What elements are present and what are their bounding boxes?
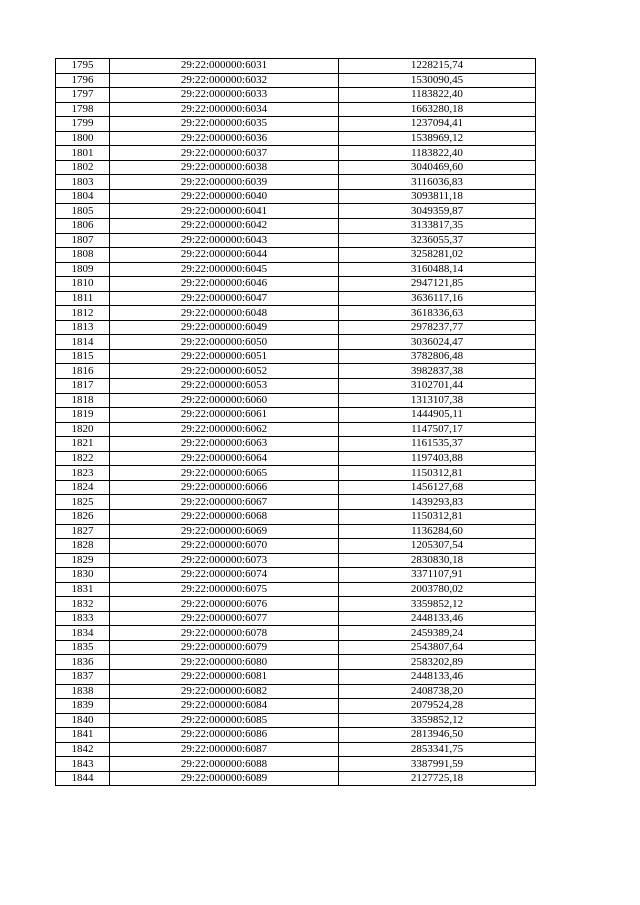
table-row — [56, 291, 536, 306]
cadastral-number-cell: 29:22:000000:6068 — [110, 509, 339, 524]
value-cell: 3258281,02 — [339, 248, 536, 263]
value-cell: 3093811,18 — [339, 189, 536, 204]
cadastral-number-cell: 29:22:000000:6045 — [110, 262, 339, 277]
row-number-cell: 1806 — [56, 219, 110, 234]
cadastral-number-cell: 29:22:000000:6089 — [110, 771, 339, 786]
cadastral-number-cell: 29:22:000000:6087 — [110, 742, 339, 757]
cadastral-number-cell: 29:22:000000:6069 — [110, 524, 339, 539]
value-cell: 3387991,59 — [339, 757, 536, 772]
row-number-cell: 1841 — [56, 728, 110, 743]
row-number-cell: 1809 — [56, 262, 110, 277]
value-cell: 2448133,46 — [339, 611, 536, 626]
value-cell: 1439293,83 — [339, 495, 536, 510]
cadastral-number-cell: 29:22:000000:6078 — [110, 626, 339, 641]
table-row — [56, 553, 536, 568]
row-number-cell: 1823 — [56, 466, 110, 481]
cadastral-number-cell: 29:22:000000:6033 — [110, 88, 339, 103]
value-cell: 1313107,38 — [339, 393, 536, 408]
value-cell: 1205307,54 — [339, 539, 536, 554]
value-cell: 3359852,12 — [339, 597, 536, 612]
table-row — [56, 117, 536, 132]
cadastral-number-cell: 29:22:000000:6046 — [110, 277, 339, 292]
row-number-cell: 1820 — [56, 422, 110, 437]
table-row — [56, 713, 536, 728]
row-number-cell: 1796 — [56, 73, 110, 88]
cadastral-number-cell: 29:22:000000:6080 — [110, 655, 339, 670]
row-number-cell: 1818 — [56, 393, 110, 408]
cadastral-number-cell: 29:22:000000:6043 — [110, 233, 339, 248]
value-cell: 1456127,68 — [339, 480, 536, 495]
value-cell: 3618336,63 — [339, 306, 536, 321]
value-cell: 1161535,37 — [339, 437, 536, 452]
row-number-cell: 1813 — [56, 320, 110, 335]
table-row — [56, 364, 536, 379]
row-number-cell: 1812 — [56, 306, 110, 321]
value-cell: 3236055,37 — [339, 233, 536, 248]
row-number-cell: 1840 — [56, 713, 110, 728]
table-row — [56, 699, 536, 714]
table-row — [56, 640, 536, 655]
value-cell: 3160488,14 — [339, 262, 536, 277]
table-row — [56, 233, 536, 248]
row-number-cell: 1835 — [56, 640, 110, 655]
value-cell: 1150312,81 — [339, 466, 536, 481]
table-row — [56, 524, 536, 539]
cadastral-number-cell: 29:22:000000:6076 — [110, 597, 339, 612]
cadastral-number-cell: 29:22:000000:6040 — [110, 189, 339, 204]
table-row — [56, 248, 536, 263]
table-row — [56, 73, 536, 88]
table-row — [56, 611, 536, 626]
table-row — [56, 466, 536, 481]
table-row — [56, 262, 536, 277]
cadastral-number-cell: 29:22:000000:6084 — [110, 699, 339, 714]
table-row — [56, 349, 536, 364]
table-body — [56, 59, 536, 786]
value-cell: 2003780,02 — [339, 582, 536, 597]
row-number-cell: 1827 — [56, 524, 110, 539]
table-row — [56, 393, 536, 408]
value-cell: 3359852,12 — [339, 713, 536, 728]
table-row — [56, 160, 536, 175]
cadastral-number-cell: 29:22:000000:6047 — [110, 291, 339, 306]
cadastral-number-cell: 29:22:000000:6081 — [110, 669, 339, 684]
value-cell: 3116036,83 — [339, 175, 536, 190]
row-number-cell: 1800 — [56, 131, 110, 146]
row-number-cell: 1797 — [56, 88, 110, 103]
cadastral-number-cell: 29:22:000000:6036 — [110, 131, 339, 146]
row-number-cell: 1837 — [56, 669, 110, 684]
table-row — [56, 379, 536, 394]
value-cell: 2079524,28 — [339, 699, 536, 714]
value-cell: 1183822,40 — [339, 146, 536, 161]
table-row — [56, 728, 536, 743]
row-number-cell: 1830 — [56, 568, 110, 583]
value-cell: 1538969,12 — [339, 131, 536, 146]
row-number-cell: 1795 — [56, 59, 110, 74]
table-row — [56, 742, 536, 757]
cadastral-number-cell: 29:22:000000:6051 — [110, 349, 339, 364]
value-cell: 1150312,81 — [339, 509, 536, 524]
row-number-cell: 1834 — [56, 626, 110, 641]
table-row — [56, 669, 536, 684]
row-number-cell: 1844 — [56, 771, 110, 786]
table-row — [56, 59, 536, 74]
row-number-cell: 1828 — [56, 539, 110, 554]
value-cell: 2459389,24 — [339, 626, 536, 641]
table-row — [56, 306, 536, 321]
row-number-cell: 1836 — [56, 655, 110, 670]
cadastral-number-cell: 29:22:000000:6034 — [110, 102, 339, 117]
table-row — [56, 102, 536, 117]
value-cell: 2408738,20 — [339, 684, 536, 699]
cadastral-number-cell: 29:22:000000:6035 — [110, 117, 339, 132]
row-number-cell: 1821 — [56, 437, 110, 452]
cadastral-number-cell: 29:22:000000:6074 — [110, 568, 339, 583]
value-cell: 3036024,47 — [339, 335, 536, 350]
table-row — [56, 451, 536, 466]
table-row — [56, 146, 536, 161]
value-cell: 2947121,85 — [339, 277, 536, 292]
cadastral-number-cell: 29:22:000000:6062 — [110, 422, 339, 437]
row-number-cell: 1833 — [56, 611, 110, 626]
table-row — [56, 539, 536, 554]
row-number-cell: 1807 — [56, 233, 110, 248]
row-number-cell: 1839 — [56, 699, 110, 714]
value-cell: 2127725,18 — [339, 771, 536, 786]
value-cell: 1444905,11 — [339, 408, 536, 423]
table-row — [56, 219, 536, 234]
row-number-cell: 1829 — [56, 553, 110, 568]
table-row — [56, 204, 536, 219]
cadastral-number-cell: 29:22:000000:6073 — [110, 553, 339, 568]
cadastral-number-cell: 29:22:000000:6039 — [110, 175, 339, 190]
cadastral-number-cell: 29:22:000000:6067 — [110, 495, 339, 510]
value-cell: 3040469,60 — [339, 160, 536, 175]
cadastral-number-cell: 29:22:000000:6052 — [110, 364, 339, 379]
cadastral-number-cell: 29:22:000000:6044 — [110, 248, 339, 263]
table-row — [56, 277, 536, 292]
table-row — [56, 597, 536, 612]
row-number-cell: 1804 — [56, 189, 110, 204]
value-cell: 1228215,74 — [339, 59, 536, 74]
cadastral-number-cell: 29:22:000000:6082 — [110, 684, 339, 699]
row-number-cell: 1825 — [56, 495, 110, 510]
cadastral-number-cell: 29:22:000000:6053 — [110, 379, 339, 394]
cadastral-number-cell: 29:22:000000:6031 — [110, 59, 339, 74]
row-number-cell: 1817 — [56, 379, 110, 394]
row-number-cell: 1831 — [56, 582, 110, 597]
table-row — [56, 568, 536, 583]
table-row — [56, 131, 536, 146]
table-row — [56, 495, 536, 510]
value-cell: 3049359,87 — [339, 204, 536, 219]
cadastral-number-cell: 29:22:000000:6065 — [110, 466, 339, 481]
value-cell: 3102701,44 — [339, 379, 536, 394]
value-cell: 1237094,41 — [339, 117, 536, 132]
cadastral-number-cell: 29:22:000000:6038 — [110, 160, 339, 175]
cadastral-number-cell: 29:22:000000:6070 — [110, 539, 339, 554]
cadastral-number-cell: 29:22:000000:6061 — [110, 408, 339, 423]
row-number-cell: 1842 — [56, 742, 110, 757]
table-row — [56, 437, 536, 452]
row-number-cell: 1802 — [56, 160, 110, 175]
cadastral-number-cell: 29:22:000000:6079 — [110, 640, 339, 655]
table-row — [56, 757, 536, 772]
cadastral-number-cell: 29:22:000000:6088 — [110, 757, 339, 772]
value-cell: 1663280,18 — [339, 102, 536, 117]
table-row — [56, 320, 536, 335]
table-row — [56, 582, 536, 597]
table-row — [56, 189, 536, 204]
value-cell: 2448133,46 — [339, 669, 536, 684]
table-row — [56, 509, 536, 524]
row-number-cell: 1819 — [56, 408, 110, 423]
cadastral-number-cell: 29:22:000000:6077 — [110, 611, 339, 626]
value-cell: 2853341,75 — [339, 742, 536, 757]
value-cell: 2583202,89 — [339, 655, 536, 670]
row-number-cell: 1838 — [56, 684, 110, 699]
row-number-cell: 1814 — [56, 335, 110, 350]
table-row — [56, 422, 536, 437]
cadastral-number-cell: 29:22:000000:6032 — [110, 73, 339, 88]
value-cell: 2543807,64 — [339, 640, 536, 655]
value-cell: 1136284,60 — [339, 524, 536, 539]
row-number-cell: 1803 — [56, 175, 110, 190]
row-number-cell: 1811 — [56, 291, 110, 306]
table-row — [56, 335, 536, 350]
value-cell: 2813946,50 — [339, 728, 536, 743]
row-number-cell: 1826 — [56, 509, 110, 524]
value-cell: 3636117,16 — [339, 291, 536, 306]
cadastral-number-cell: 29:22:000000:6037 — [110, 146, 339, 161]
row-number-cell: 1805 — [56, 204, 110, 219]
table-row — [56, 626, 536, 641]
value-cell: 1147507,17 — [339, 422, 536, 437]
table-row — [56, 88, 536, 103]
cadastral-number-cell: 29:22:000000:6048 — [110, 306, 339, 321]
value-cell: 2830830,18 — [339, 553, 536, 568]
row-number-cell: 1822 — [56, 451, 110, 466]
table-row — [56, 175, 536, 190]
cadastral-number-cell: 29:22:000000:6063 — [110, 437, 339, 452]
table-row — [56, 771, 536, 786]
cadastral-number-cell: 29:22:000000:6066 — [110, 480, 339, 495]
cadastral-number-cell: 29:22:000000:6042 — [110, 219, 339, 234]
row-number-cell: 1824 — [56, 480, 110, 495]
table-row — [56, 684, 536, 699]
value-cell: 1183822,40 — [339, 88, 536, 103]
row-number-cell: 1799 — [56, 117, 110, 132]
row-number-cell: 1843 — [56, 757, 110, 772]
row-number-cell: 1815 — [56, 349, 110, 364]
cadastral-number-cell: 29:22:000000:6049 — [110, 320, 339, 335]
cadastral-number-cell: 29:22:000000:6050 — [110, 335, 339, 350]
row-number-cell: 1832 — [56, 597, 110, 612]
row-number-cell: 1801 — [56, 146, 110, 161]
value-cell: 3982837,38 — [339, 364, 536, 379]
table-row — [56, 408, 536, 423]
cadastral-number-cell: 29:22:000000:6060 — [110, 393, 339, 408]
table-row — [56, 480, 536, 495]
cadastral-number-cell: 29:22:000000:6064 — [110, 451, 339, 466]
value-cell: 3133817,35 — [339, 219, 536, 234]
cadastral-number-cell: 29:22:000000:6086 — [110, 728, 339, 743]
row-number-cell: 1808 — [56, 248, 110, 263]
value-cell: 1197403,88 — [339, 451, 536, 466]
value-cell: 2978237,77 — [339, 320, 536, 335]
value-cell: 3371107,91 — [339, 568, 536, 583]
row-number-cell: 1810 — [56, 277, 110, 292]
cadastral-number-cell: 29:22:000000:6075 — [110, 582, 339, 597]
cadastral-number-cell: 29:22:000000:6041 — [110, 204, 339, 219]
value-cell: 1530090,45 — [339, 73, 536, 88]
row-number-cell: 1816 — [56, 364, 110, 379]
cadastral-value-table — [55, 58, 536, 786]
cadastral-number-cell: 29:22:000000:6085 — [110, 713, 339, 728]
value-cell: 3782806,48 — [339, 349, 536, 364]
row-number-cell: 1798 — [56, 102, 110, 117]
table-row — [56, 655, 536, 670]
